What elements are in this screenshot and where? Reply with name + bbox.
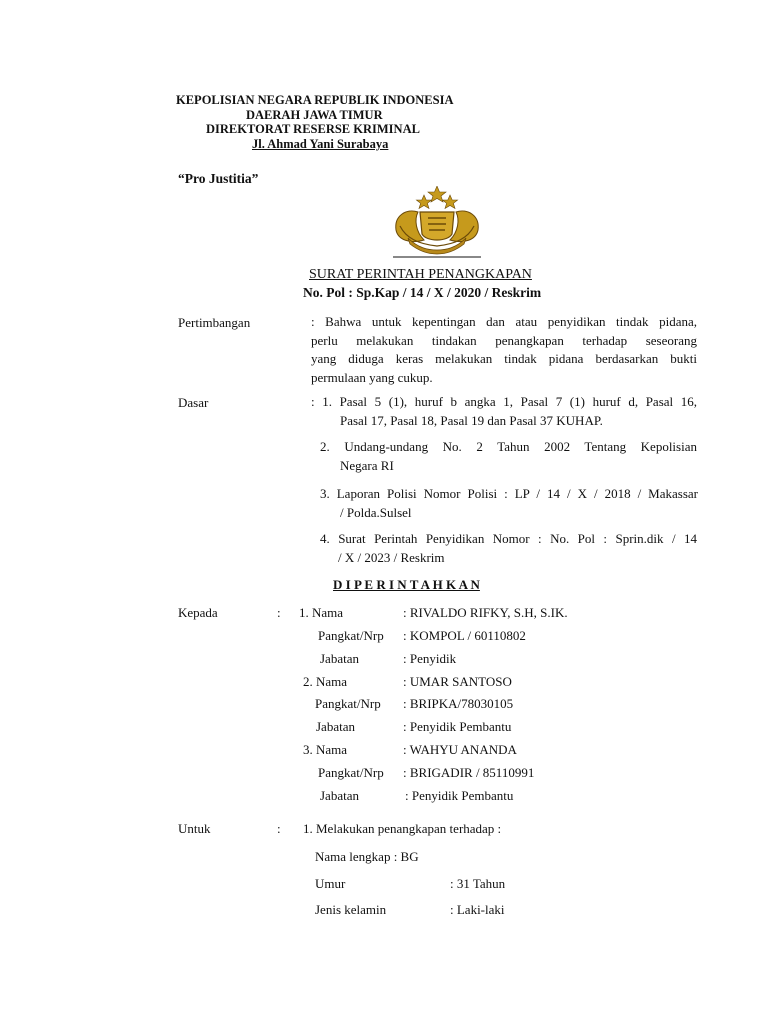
document-number: No. Pol : Sp.Kap / 14 / X / 2020 / Reskrim (303, 285, 542, 300)
header-line-1: KEPOLISIAN NEGARA REPUBLIK INDONESIA (176, 93, 454, 107)
pro-justitia: “Pro Justitia” (178, 171, 259, 186)
pertimbangan-line-3: yang diduga keras melakukan tindak pidana berdasarkan bukti (311, 351, 697, 366)
dasar-item-3-line-1: 3. Laporan Polisi Nomor Polisi : LP / 14 / X / 2018 / Makassar (320, 486, 698, 501)
person-2-num: 2. Nama (303, 674, 348, 689)
person-3-job-label: Jabatan (320, 788, 359, 803)
pertimbangan-label: Pertimbangan (178, 315, 251, 330)
person-3-rank-label: Pangkat/Nrp (318, 765, 384, 780)
dasar-item-2-line-2: Negara RI (340, 457, 394, 473)
untuk-label: Untuk (178, 821, 211, 836)
pertimbangan-text (311, 313, 697, 387)
target-age: : 31 Tahun (450, 876, 506, 891)
dasar-item-1-line-2: Pasal 17, Pasal 18, Pasal 19 dan Pasal 37 KUHAP. (340, 412, 603, 428)
person-1-rank: : KOMPOL / 60110802 (403, 628, 526, 643)
header-line-3: DIREKTORAT RESERSE KRIMINAL (206, 122, 420, 136)
diperintahkan-heading: D I P E R I N T A H K A N (333, 577, 480, 592)
target-age-label: Umur (315, 876, 346, 891)
dasar-item-4-line-2: / X / 2023 / Reskrim (338, 549, 445, 565)
kepada-label: Kepada (178, 605, 218, 620)
person-1-rank-label: Pangkat/Nrp (318, 628, 384, 643)
dasar-label: Dasar (178, 395, 209, 410)
person-3-num: 3. Nama (303, 742, 348, 757)
star-icon (416, 186, 457, 209)
person-3-name: : WAHYU ANANDA (403, 742, 517, 757)
dasar-item-1-line-1: : 1. Pasal 5 (1), huruf b angka 1, Pasal 7 (1) huruf d, Pasal 16, (311, 394, 697, 409)
person-1-job: : Penyidik (403, 651, 457, 666)
dasar-item-1 (311, 393, 697, 430)
person-1-name: : RIVALDO RIFKY, S.H, S.IK. (403, 605, 568, 620)
person-2-name: : UMAR SANTOSO (403, 674, 512, 689)
person-2-rank: : BRIPKA/78030105 (403, 696, 514, 711)
untuk-colon: : (277, 821, 281, 836)
dasar-item-4 (320, 530, 697, 567)
person-3-rank: : BRIGADIR / 85110991 (403, 765, 535, 780)
person-2-job-label: Jabatan (316, 719, 355, 734)
pertimbangan-line-1: : Bahwa untuk kepentingan dan atau penyidikan tindak pidana, (311, 314, 697, 329)
person-2-rank-label: Pangkat/Nrp (315, 696, 381, 711)
header-line-2: DAERAH JAWA TIMUR (246, 108, 383, 122)
person-2-job: : Penyidik Pembantu (403, 719, 512, 734)
target-name: Nama lengkap : BG (315, 849, 419, 864)
kepada-colon: : (277, 605, 281, 620)
dasar-item-2 (320, 438, 697, 475)
pertimbangan-line-2: perlu melakukan tindakan penangkapan terhadap seseorang (311, 332, 697, 348)
header-address: Jl. Ahmad Yani Surabaya (252, 137, 389, 151)
person-1-num: 1. Nama (299, 605, 344, 620)
person-1-job-label: Jabatan (320, 651, 359, 666)
target-gender: : Laki-laki (450, 902, 505, 917)
document-title: SURAT PERINTAH PENANGKAPAN (309, 267, 532, 282)
dasar-item-2-line-1: 2. Undang-undang No. 2 Tahun 2002 Tentang Kepolisian (320, 439, 697, 454)
pertimbangan-line-4: permulaan yang cukup. (311, 369, 433, 385)
dasar-item-4-line-1: 4. Surat Perintah Penyidikan Nomor : No. Pol : Sprin.dik / 14 (320, 531, 697, 546)
dasar-item-3 (320, 485, 698, 522)
dasar-item-3-line-2: / Polda.Sulsel (340, 504, 412, 520)
target-gender-label: Jenis kelamin (315, 902, 387, 917)
person-3-job: : Penyidik Pembantu (405, 788, 514, 803)
police-emblem (388, 186, 486, 258)
untuk-item-1: 1. Melakukan penangkapan terhadap : (303, 821, 502, 836)
